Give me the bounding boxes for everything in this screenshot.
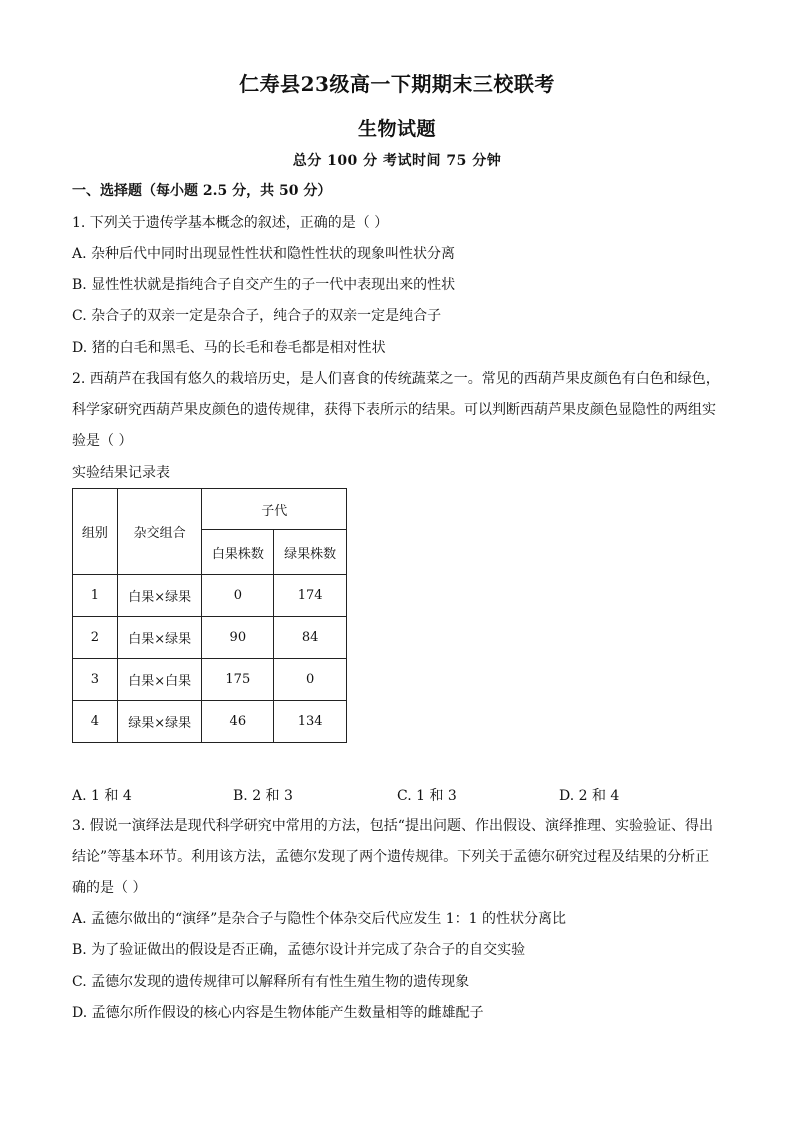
cell-white: 46 bbox=[202, 701, 274, 743]
header-offspring: 子代 bbox=[202, 489, 347, 530]
cell-green: 174 bbox=[274, 575, 347, 617]
header-group: 组别 bbox=[73, 489, 118, 575]
table-caption: 实验结果记录表 bbox=[72, 465, 170, 481]
cell-group: 2 bbox=[73, 617, 118, 659]
header-cross: 杂交组合 bbox=[117, 489, 202, 575]
cell-green: 84 bbox=[274, 617, 347, 659]
table-row bbox=[73, 575, 347, 617]
cell-cross: 白果×绿果 bbox=[117, 575, 202, 617]
q2-stem-line-2: 科学家研究西葫芦果皮颜色的遗传规律，获得下表所示的结果。可以判断西葫芦果皮颜色显隐性的两组实 bbox=[72, 402, 716, 418]
q3-option-d: D. 孟德尔所作假设的核心内容是生物体能产生数量相等的雌雄配子 bbox=[72, 1005, 484, 1021]
q3-option-b: B. 为了验证做出的假设是否正确，孟德尔设计并完成了杂合子的自交实验 bbox=[72, 942, 526, 958]
cell-green: 0 bbox=[274, 659, 347, 701]
cell-group: 3 bbox=[73, 659, 118, 701]
exam-title: 仁寿县23级高一下期期末三校联考 bbox=[239, 72, 555, 96]
cell-group: 4 bbox=[73, 701, 118, 743]
table-row bbox=[73, 617, 347, 659]
q2-option-d: D. 2 和 4 bbox=[559, 788, 620, 804]
q1-option-d: D. 猪的白毛和黑毛、马的长毛和卷毛都是相对性状 bbox=[72, 340, 386, 356]
q1-option-c: C. 杂合子的双亲一定是杂合子，纯合子的双亲一定是纯合子 bbox=[72, 308, 442, 324]
q1-stem: 1. 下列关于遗传学基本概念的叙述，正确的是（ ） bbox=[72, 215, 389, 231]
exam-subject: 生物试题 bbox=[357, 118, 436, 140]
q2-option-b: B. 2 和 3 bbox=[233, 788, 293, 804]
cell-white: 175 bbox=[202, 659, 274, 701]
cell-cross: 白果×绿果 bbox=[117, 617, 202, 659]
q3-stem-line-2: 结论”等基本环节。利用该方法，孟德尔发现了两个遗传规律。下列关于孟德尔研究过程及结果的分析正 bbox=[72, 849, 710, 865]
cell-group: 1 bbox=[73, 575, 118, 617]
q3-stem-line-1: 3. 假说一演绎法是现代科学研究中常用的方法，包括“提出问题、作出假设、演绎推理、实验验证、得出 bbox=[72, 818, 713, 834]
q1-option-a: A. 杂种后代中同时出现显性性状和隐性性状的现象叫性状分离 bbox=[72, 246, 456, 262]
q2-stem-line-3: 验是（ ） bbox=[72, 433, 133, 449]
cell-cross: 白果×白果 bbox=[117, 659, 202, 701]
section-heading: 一、选择题（每小题 2.5 分，共 50 分） bbox=[72, 183, 332, 199]
table-row bbox=[73, 659, 347, 701]
table-row bbox=[73, 701, 347, 743]
cell-white: 0 bbox=[202, 575, 274, 617]
header-white-count: 白果株数 bbox=[202, 530, 274, 575]
q2-option-c: C. 1 和 3 bbox=[397, 788, 457, 804]
cell-cross: 绿果×绿果 bbox=[117, 701, 202, 743]
cell-green: 134 bbox=[274, 701, 347, 743]
header-green-count: 绿果株数 bbox=[274, 530, 347, 575]
q2-stem-line-1: 2. 西葫芦在我国有悠久的栽培历史，是人们喜食的传统蔬菜之一。常见的西葫芦果皮颜色有白色和绿色， bbox=[72, 371, 720, 387]
q3-option-c: C. 孟德尔发现的遗传规律可以解释所有有性生殖生物的遗传现象 bbox=[72, 974, 470, 990]
cell-white: 90 bbox=[202, 617, 274, 659]
q1-option-b: B. 显性性状就是指纯合子自交产生的子一代中表现出来的性状 bbox=[72, 277, 456, 293]
q3-stem-line-3: 确的是（ ） bbox=[72, 880, 147, 896]
q3-option-a: A. 孟德尔做出的“演绎”是杂合子与隐性个体杂交后代应发生 1：1 的性状分离比 bbox=[72, 911, 567, 927]
q2-option-a: A. 1 和 4 bbox=[72, 788, 132, 804]
results-table bbox=[72, 488, 347, 743]
exam-info: 总分 100 分 考试时间 75 分钟 bbox=[292, 153, 502, 169]
